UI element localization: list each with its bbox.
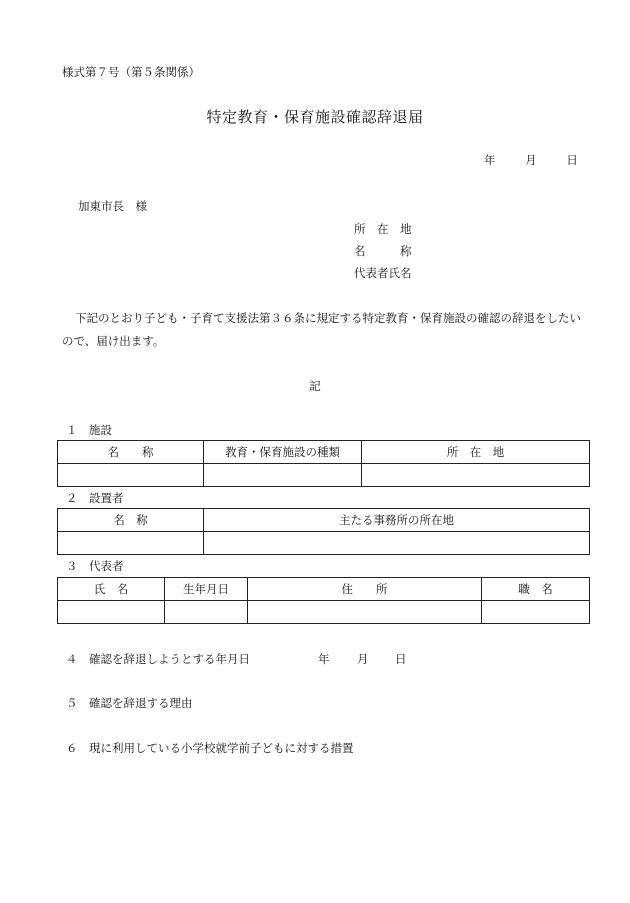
submission-date: [484, 152, 578, 168]
rep-birthdate-header: 生年月日: [165, 578, 248, 601]
table-row: [58, 464, 590, 487]
item4-label: ４ 確認を辞退しようとする年月日: [66, 652, 250, 666]
table-row: [58, 532, 590, 555]
item5-label: ５ 確認を辞退する理由: [66, 696, 193, 710]
table-header-row: [58, 509, 590, 532]
item4-year-label: 年: [318, 652, 330, 666]
section2-heading: ２ 設置者: [66, 491, 124, 505]
sender-address-label: 所 在 地: [354, 222, 412, 236]
form-number: 様式第７号（第５条関係）: [62, 65, 200, 79]
date-day-label: 日: [566, 153, 578, 167]
rep-title-header: 職 名: [482, 578, 590, 601]
rep-title-cell[interactable]: [482, 601, 590, 624]
table-header-row: [58, 441, 590, 464]
founder-table: [57, 508, 590, 555]
facility-name-cell[interactable]: [58, 464, 204, 487]
section3-heading: ３ 代表者: [66, 559, 124, 573]
facility-address-header: 所 在 地: [362, 441, 590, 464]
founder-name-header: 名 称: [58, 509, 204, 532]
body-text: 下記のとおり子ども・子育て支援法第３６条に規定する特定教育・保育施設の確認の辞退をしたいので、届け出ます。: [62, 311, 581, 348]
facility-type-header: 教育・保育施設の種類: [204, 441, 362, 464]
facility-name-header: 名 称: [58, 441, 204, 464]
sender-name-label: 名 称: [354, 244, 412, 258]
date-year-label: 年: [484, 153, 496, 167]
rep-name-cell[interactable]: [58, 601, 165, 624]
table-row: [58, 601, 590, 624]
item4-month-label: 月: [357, 652, 369, 666]
date-month-label: 月: [525, 153, 537, 167]
facility-address-cell[interactable]: [362, 464, 590, 487]
ki-label: 記: [309, 379, 321, 393]
rep-name-header: 氏 名: [58, 578, 165, 601]
item6-label: ６ 現に利用している小学校就学前子どもに対する措置: [66, 741, 354, 755]
founder-office-cell[interactable]: [204, 532, 590, 555]
item4-day-label: 日: [395, 652, 407, 666]
rep-address-header: 住 所: [248, 578, 482, 601]
table-header-row: [58, 578, 590, 601]
rep-address-cell[interactable]: [248, 601, 482, 624]
facility-type-cell[interactable]: [204, 464, 362, 487]
rep-birthdate-cell[interactable]: [165, 601, 248, 624]
founder-office-header: 主たる事務所の所在地: [204, 509, 590, 532]
representative-table: [57, 577, 590, 624]
section1-heading: １ 施設: [66, 423, 112, 437]
founder-name-cell[interactable]: [58, 532, 204, 555]
addressee: 加東市長 様: [78, 199, 147, 213]
facility-table: [57, 440, 590, 487]
sender-representative-label: 代表者氏名: [354, 266, 412, 280]
page-title: 特定教育・保育施設確認辞退届: [206, 108, 424, 126]
